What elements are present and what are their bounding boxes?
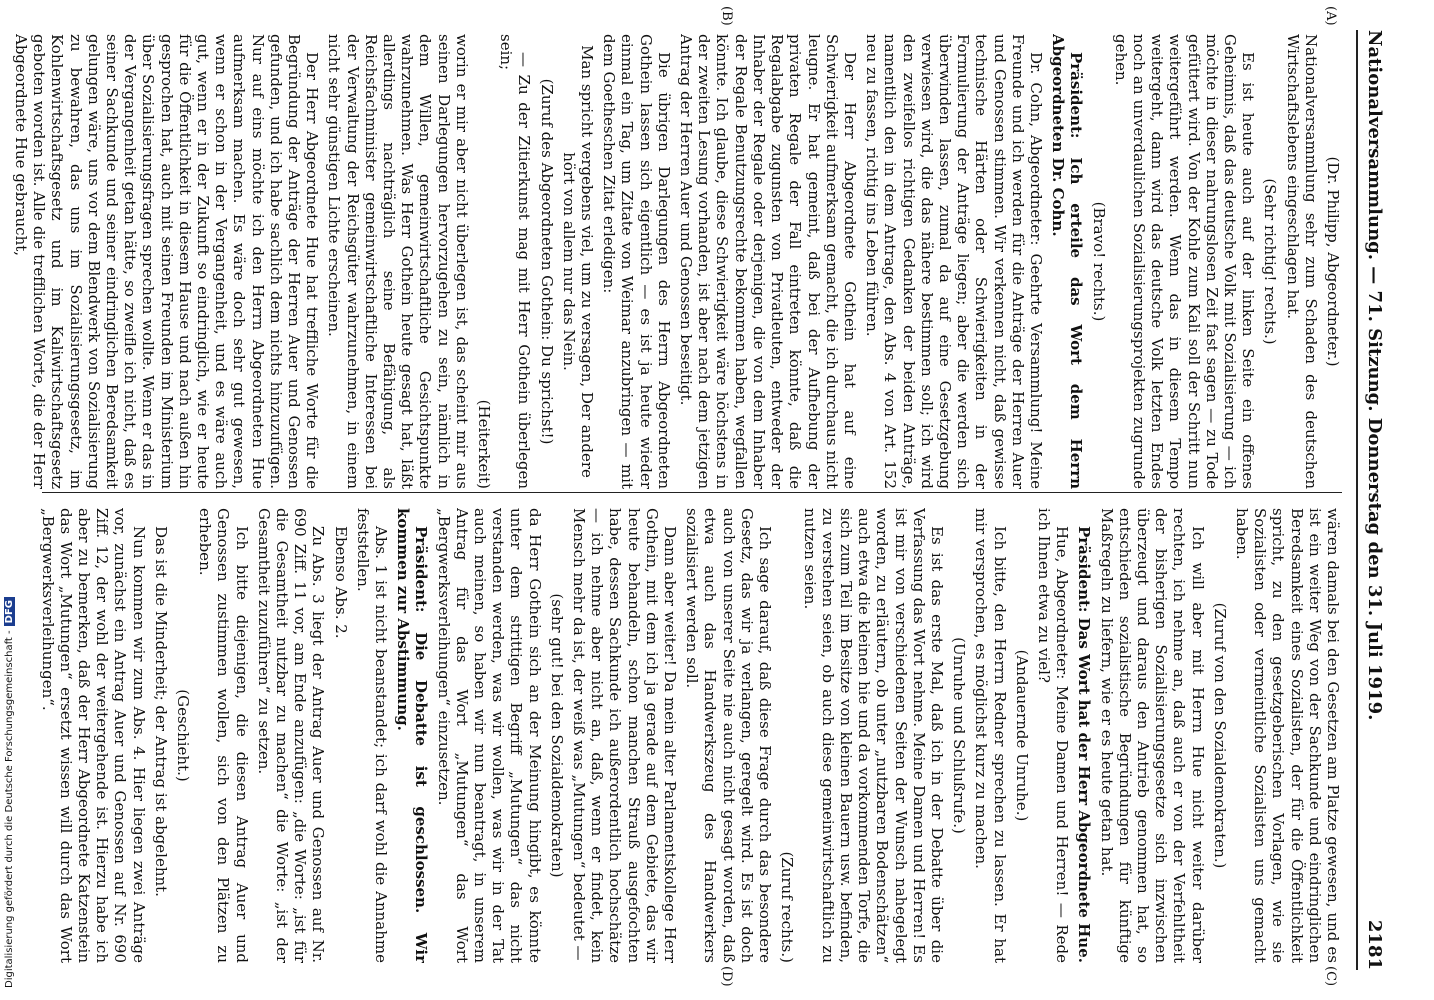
- speech-paragraph: Die übrigen Darlegungen des Herrn Abgeordneten Gothein lassen sich eigentlich — es ist ja heute wieder einmal ein Tag, um Zitate von Weimar anzubringen — mit dem Goetheschen Zitat erledigen:: [600, 34, 673, 489]
- footer-strip: [4, 0, 16, 1000]
- margin-marker-d: (D): [719, 966, 734, 987]
- speech-paragraph: Dr. Cohn, Abgeordneter: Geehrte Versammlung! Meine Freunde und ich werden für die Anträge der Herren Auer und Genossen stimmen. Wir verkennen nicht, daß gewisse technische Härten oder Schwierigkeiten in der Formulierung der Anträge liegen; aber die werden sich überwinden lassen, zumal da auf eine Gesetzgebung verwiesen wird, die das nähere bestimmen soll; ich wird den zweifellos richtigen Gedanken der beiden Anträge, namentlich den in dem Antrage, den Abs. 4 von Art. 152 neu zu fassen, richtig ins Leben führen.: [863, 34, 1045, 489]
- speech-paragraph: Ich sage darauf, daß diese Frage durch das besondere Gesetz, das wir ja verlangen, geregelt wird. Es ist doch auch von unserer Seite nie auch nicht gesagt worden, daß etwa auch das Handwerkszeug des Handwerkers sozialisiert werden soll.: [683, 508, 775, 963]
- interjection: (Zuruf rechts.): [778, 851, 797, 963]
- paragraph: Ebenso Abs. 2.: [331, 526, 350, 639]
- speech-paragraph: Der Herr Abgeordnete Gothein hat auf eine Schwierigkeit aufmerksam gemacht, die ich durchaus nicht leugne. Er hat gemeint, daß bei der Aufhebung der privaten Regale der Fall eintreten könnte, daß die Regalabgabe zugunsten von Privatleuten, entweder der Inhaber der Regale oder derjenigen, die von dem Inhaber der Regale Benutzungsrechte bekommen haben, wegfallen könnte. Ich glaube, diese Schwierigkeit wäre höchstens in der zweiten Lesung vorhanden, ist aber nach dem jetzigen Antrag der Herren Auer und Genossen beseitigt.: [677, 34, 859, 489]
- interjection: (Bravo! rechts.): [1089, 201, 1108, 322]
- president-statement: Präsident: Ich erteile das Wort dem Herrn Abgeordneten Dr. Cohn.: [1049, 34, 1086, 489]
- speech-paragraph: Dann aber weiter! Da mein alter Parlamentskollege Herr Gothein, mit dem ich ja gerade auf dem Gebiete, das wir heute behandeln, schon manchen Strauß ausgefochten habe, dessen Sachkunde ich außerordentlich hochschätze — ich nehme aber nicht an, daß, wenn er findet, kein Mensch mehr da ist, der weiß was „Mutungen“ bedeutet —: [570, 508, 680, 963]
- footer-text: Digitalisierung gefördert durch die Deutsche Forschungsgemeinschaft -: [4, 630, 15, 988]
- interjection: (Heiterkeit): [475, 399, 494, 489]
- quotation: Man spricht vergebens viel, um zu versagen, Der andere hört von allem nur das Nein.: [559, 45, 597, 478]
- speech-paragraph: — Zu der Zitierkunst mag mit Herr Gothein überlegen sein;: [497, 34, 534, 489]
- paragraph: Zu Abs. 3 liegt der Antrag Auer und Genossen auf Nr. 690 Ziff. 11 vor, am Ende anzufügen: „die Worte: „ist für die Gesamtheit nutzbar zu machen“ die Worte: „ist der Gesamtheit zuzuführen“ zu setzen.: [254, 508, 328, 963]
- paragraph: Es ist heute auch auf der linken Seite ein offenes Geheimnis, daß das deutsche Volk mit Sozialisierung — ich möchte in dieser nahrungslosen Zeit fast sagen — zu Tode gefüttert wird. Von der Kohle zum Kali soll der Schritt nun weitergeführt werden. Wenn das in diesem Tempo weitergeht, dann wird das deutsche Volk letzten Endes noch an unverdaulichen Sozialisierungsprojekten zugrunde gehen.: [1111, 34, 1258, 489]
- paragraph: Ich bitte diejenigen, die diesen Antrag Auer und Genossen zustimmen wollen, sich von den Plätzen zu erheben.: [196, 508, 251, 963]
- interjection: (sehr gut! bei den Sozialdemokraten): [547, 593, 566, 878]
- speech-paragraph: Hue, Abgeordneter: Meine Damen und Herren! — Rede ich Ihnen etwa zu viel?: [1034, 508, 1072, 963]
- page-number: 2181: [1364, 919, 1385, 970]
- paragraph: Nun kommen wir zum Abs. 4. Hier liegen zwei Anträge vor, zunächst ein Antrag Auer und Genossen auf Nr. 690 Ziff. 12, der wohl der weitergehende ist. Hierzu habe ich aber zu bemerken, daß der Herr Abgeordnete Katzenstein das Wort „Mutungen“ ersetzt wissen will durch das Wort „Bergwerksverleihungen“.: [38, 508, 148, 963]
- interjection: (Zuruf von den Sozialdemokraten.): [1210, 602, 1229, 869]
- speech-paragraph: worin er mir aber nicht überlegen ist, das scheint mir aus seinen Darlegungen hervorzugehen zu sein, nämlich in dem Willen, gemeinwirtschaftliche Gesichtspunkte wahrzunehmen. Was Herr Gothein heute gesagt hat, läßt allerdings nachträglich seine Befähigung, als Reichsfachminister gemeinwirtschaftliche Interessen bei der Verwaltung der Reichsgüter wahrzunehmen, in einem nicht sehr günstigen Lichte erscheinen.: [325, 34, 471, 489]
- speech-paragraph: da Herr Gothein sich an der Meinung hingibt, es könnte unter dem strittigen Begriff „Mutungen“ das nicht verstanden werden, was wir wollen, was wir in der Tat auch meinen, so haben wir nun beantragt, in unserem Antrag für das Wort „Mutungen“ das Wort „Bergwerksverleihungen“ einzusetzen.: [434, 508, 544, 963]
- margin-marker-b: (B): [719, 6, 734, 26]
- paragraph: Ich will aber mit Herrn Hue nicht weiter darüber rechten, ich nehme an, daß auch er von der Verfehltheit der bisherigen Sozialisierungsgesetze sich inzwischen überzeugt und daraus den Antrieb genommen hat, so entschieden sozialistische Begründungen für künftige Maßregeln zu liefern, wie er es heute getan hat.: [1097, 508, 1207, 963]
- margin-marker-a: (A): [1323, 6, 1338, 26]
- running-head: Nationalversammlung. — 71. Sitzung. Donnerstag den 31. Juli 1919.: [1364, 30, 1385, 721]
- page-header: [1356, 30, 1392, 970]
- paragraph: Abs. 1 ist nicht beanstandet; ich darf wohl die Annahme feststellen.: [353, 508, 391, 963]
- interjection: (Sehr richtig! rechts.): [1261, 178, 1280, 345]
- right-column: [2, 508, 1342, 963]
- column-divider: [42, 492, 1342, 493]
- speech-paragraph: Der Herr Abgeordnete Hue hat treffliche Worte für die Begründung der Anträge der Herren Auer und Genossen gefunden, und ich habe sachlich dem nichts hinzuzufügen. Nur auf eins möchte ich den Herrn Abgeordneten Hue aufmerksam machen. Es wäre doch sehr gut gewesen, wenn er schon in der Vergangenheit, und es wäre auch gut, wenn er in der Zukunft so eindringlich, wie er heute für die Öffentlichkeit in diesem Hause und nach außen hin gesprochen hat, auch mit seinen Freunden im Ministerium über Sozialisierungsfragen sprechen wollte. Wenn er das in der Vergangenheit getan hätte, so zweifle ich nicht, daß es seiner Sachkunde und seiner eindringlichen Beredsamkeit gelungen wäre, uns vor dem Blendwerk von Sozialisierung zu bewahren, das uns im Sozialisierungsgesetz, im Kohlenwirtschaftsgesetz und im Kaliwirtschaftsgesetz geboten worden ist. Alle die trefflichen Worte, die der Herr Abgeordnete Hue gebraucht,: [11, 34, 322, 489]
- speech-paragraph: Ich bitte, den Herrn Redner sprechen zu lassen. Er hat mir versprochen, es möglichst kurz zu machen.: [972, 508, 1009, 963]
- speech-paragraph: Es ist das erste Mal, daß ich in der Debatte über die Verfassung das Wort nehme. Meine Damen und Herren! Es ist mir von verschiedenen Seiten der Wunsch nahegelegt worden, zu erläutern, ob unter „nutzbaren Bodenschätzen“ auch etwa die kleinen hie und da vorkommenden Torfe, die sich zum Teil im Besitze von kleinen Bauern usw. befinden, zu verstehen seien, ob auch diese gemeinwirtschaftlich zu nutzen seien.: [800, 508, 946, 963]
- speaker-continuation: (Dr. Philipp, Abgeordneter.): [1324, 156, 1342, 367]
- paragraph: Das ist die Minderheit; der Antrag ist abgelehnt.: [151, 526, 170, 897]
- interjection: (Zuruf des Abgeordneten Gothein: Du sprichst!): [537, 78, 556, 445]
- left-column: [2, 34, 1342, 489]
- margin-marker-c: (C): [1323, 966, 1338, 987]
- interjection: (Geschieht.): [174, 689, 193, 782]
- interjection: (Unruhe und Schlußrufe.): [950, 637, 969, 834]
- president-statement: Präsident: Die Debatte ist geschlossen. Wir kommen zur Abstimmung.: [394, 508, 431, 963]
- president-statement: Präsident: Das Wort hat der Herr Abgeordnete Hue.: [1075, 526, 1094, 963]
- interjection: (Andauernde Unruhe.): [1012, 649, 1031, 822]
- dfg-logo: DFG: [4, 597, 15, 626]
- paragraph: wären damals bei den Gesetzen am Platze gewesen, und es ist ein weiter Weg von der Sachkunde und eindringlichen Beredsamkeit eines Sozialisten, der für die Öffentlichkeit spricht, zu den gesetzgeberischen Vorlagen, wie sie Sozialisten oder vermeintliche Sozialisten uns gemacht haben.: [1232, 508, 1342, 963]
- paragraph: Nationalversammlung sehr zum Schaden des deutschen Wirtschaftslebens eingeschlagen hat.: [1283, 34, 1320, 489]
